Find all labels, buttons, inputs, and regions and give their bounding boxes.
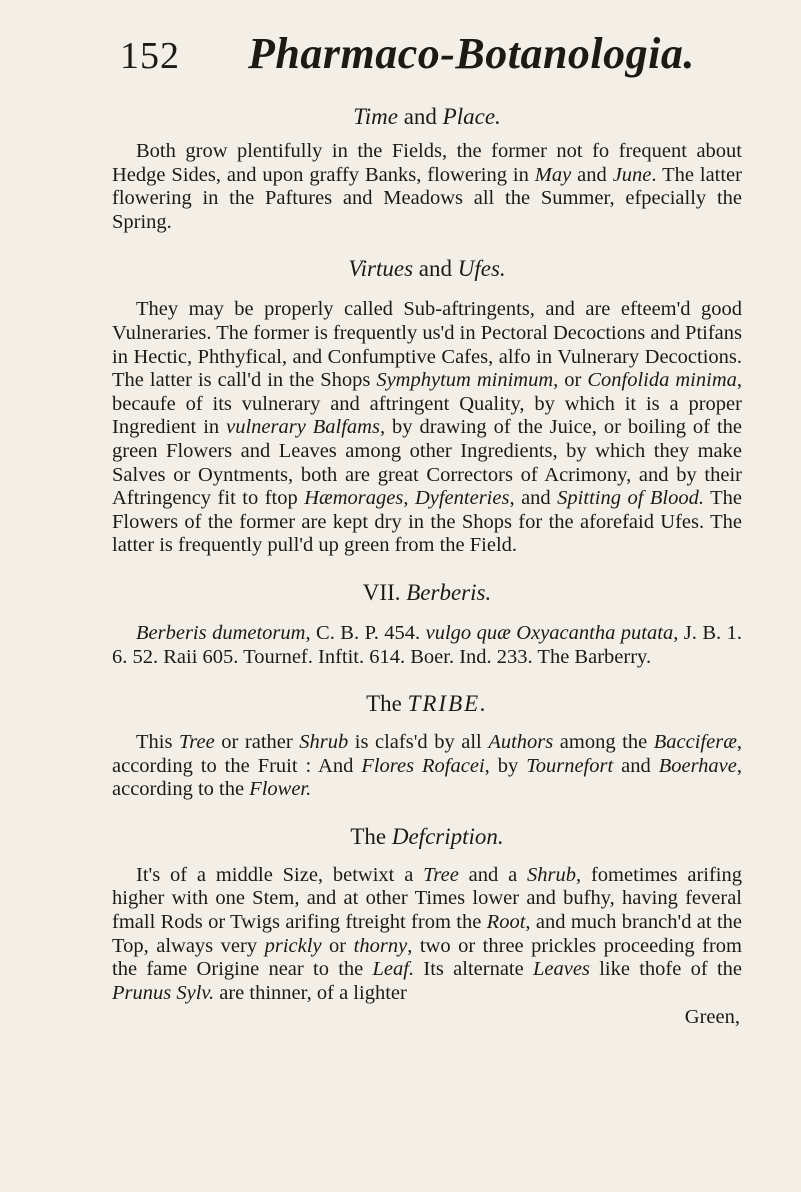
running-title: Pharmaco-Botanologia.: [248, 29, 695, 78]
paragraph-the-description: It's of a middle Size, betwixt a Tree and a Shrub, fometimes arifing higher with one Stem, and at other Times lower and bufhy, having feveral fmall Rods or Twigs arifing ftreight from the Root, and much branch'd at the Top, always very prickly or thorny, two or three prickles proceeding from the fame Origine near to the Leaf. Its alternate Leaves like thofe of the Prunus Sylv. are thinner, of a lighter: [112, 863, 743, 1004]
page-header: [120, 28, 740, 98]
heading-the-tribe: The TRIBE.: [366, 691, 488, 717]
paragraph-time-and-place: Both grow plentifully in the Fields, the former not fo frequent about Hedge Sides, and upon graffy Banks, flowering in May and June. The latter flowering in the Paftures and Meadows all the Summer, efpecially the Spring.: [112, 140, 742, 233]
heading-virtues-and-uses: Virtues and Ufes.: [348, 256, 506, 282]
paragraph-the-tribe: This Tree or rather Shrub is clafs'd by all Authors among the Bacciferæ, according to the Fruit : And Flores Rofacei, by Tournefort and Boerhave, according to the Flower.: [112, 731, 743, 801]
page-number: 152: [120, 35, 180, 77]
body-text: [112, 102, 742, 1029]
heading-time-and-place: Time and Place.: [353, 104, 501, 129]
heading-berberis: VII. Berberis.: [362, 579, 492, 605]
paragraph-virtues-and-uses: They may be properly called Sub-aftringents, and are efteem'd good Vulneraries. The former is frequently us'd in Pectoral Decoctions and Ptifans in Hectic, Phthyfical, and Confumptive Cafes, alfo in Vulnerary Decoctions. The latter is call'd in the Shops Symphytum minimum, or Confolida minima, becaufe of its vulnerary and aftringent Quality, by which it is a proper Ingredient in vulnerary Balfams, by drawing of the Juice, or boiling of the green Flowers and Leaves among other Ingredients, by which they make Salves or Oyntments, both are great Correctors of Acrimony, and by their Aftringency fit to ftop Hæmorages, Dyfenteries, and Spitting of Blood. The Flowers of the former are kept dry in the Shops for the aforefaid Ufes. The latter is frequently pull'd up green from the Field.: [112, 298, 743, 557]
heading-the-description: The Defcription.: [350, 823, 504, 849]
catchword: Green,: [684, 1006, 740, 1029]
paragraph-berberis-synonyms: Berberis dumetorum, C. B. P. 454. vulgo quæ Oxyacantha putata, J. B. 1. 6. 52. Raii 605. Tournef. Inftit. 614. Boer. Ind. 233. The Barberry.: [112, 621, 743, 668]
